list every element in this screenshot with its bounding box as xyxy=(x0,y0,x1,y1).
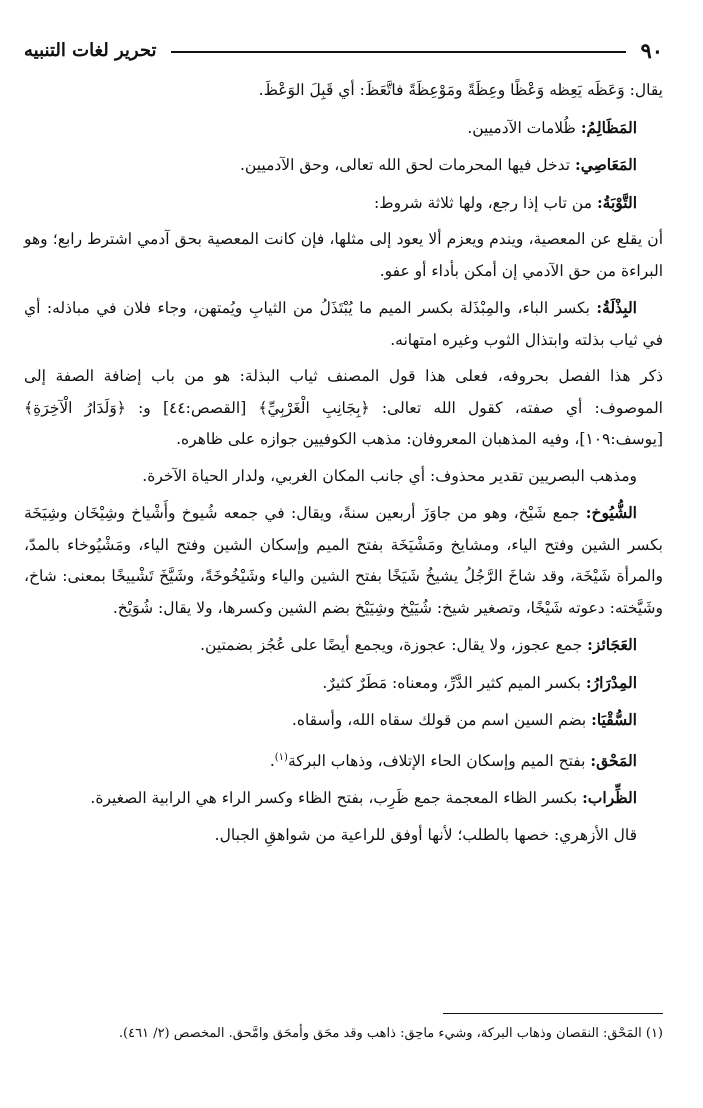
entry-midrar xyxy=(24,667,663,700)
page-number: ٩٠ xyxy=(640,37,663,63)
footnote-reference[interactable]: (١) xyxy=(274,751,288,763)
entry-definition: تدخل فيها المحرمات لحق الله تعالى، وحق الآدميين. xyxy=(239,156,575,174)
entry-term: المَعَاصِي: xyxy=(575,155,637,174)
paragraph-tawba-conditions xyxy=(24,224,663,287)
entry-bidhla xyxy=(24,292,663,356)
entry-definition: من تاب إذا رجع، ولها ثلاثة شروط: xyxy=(374,193,597,212)
entry-ajaiz xyxy=(24,629,663,662)
entry-definition: جمع شَيْخ، وهو من جاوَزَ أربعين سنةً، ويقال: في جمعه شُيوخ وأَشْياخ وشِيْخَان وشِيَخَة بكسر الشين وفتح الياء، ومشايخ ومَشْيَخَة بفتح الميم وإسكان الشين وفتح الياء، ومَشْيُوخاء بالمدّ، والمرأة شَيْخَة، وقد شاخَ الرَّجُلُ يشيخُ شَيَخًا بفتح الشين والياء وشَيْخُوخَةً، وشَيَّخَ تَشْييخًا بمعنى: شاخ، وشَيَّخته: دعوته شَيْخًا، وتصغير شيخ: شُيَيْخ وشِيَيْخ بضم الشين وكسرها، ولا يقال: شُوَيْخ. xyxy=(24,504,663,617)
entry-term: البِذْلَةُ: xyxy=(596,298,637,317)
header-rule xyxy=(171,51,627,53)
entry-term: المَظَالِمُ: xyxy=(580,117,637,137)
entry-definition: ظُلامات الآدميين. xyxy=(467,118,581,137)
paragraph-text: ذكر هذا الفصل بحروفه، فعلى هذا قول المصنف ثياب البذلة: هو من باب إضافة الصفة إلى الموصوف: أي صفته، كقول الله تعالى: ﴿بِجَانِبِ الْغَرْبِيِّ﴾ [القصص:٤٤] و: ﴿وَلَدَارُ الْآخِرَةِ﴾ [يوسف:١٠٩]، وفيه المذهبان المعروفان: مذهب الكوفيين جوازه على ظاهره. xyxy=(24,367,663,448)
entry-definition: بفتح الميم وإسكان الحاء الإتلاف، وذهاب البركة xyxy=(287,751,591,770)
entry-tail: . xyxy=(269,751,275,770)
entry-tawba xyxy=(24,187,663,220)
paragraph-text: قال الأزهري: خصها بالطلب؛ لأنها أوفق للراعية من شواهقِ الجبال. xyxy=(214,825,637,844)
footnote xyxy=(24,1022,663,1046)
entry-definition: بكسر الميم كثير الدَّرِّ، ومعناه: مَطَرٌ كثيرٌ. xyxy=(322,673,586,692)
page-header xyxy=(24,30,663,70)
paragraph-azhari xyxy=(24,820,663,852)
entry-definition: جمع عجوز، ولا يقال: عجوزة، ويجمع أيضًا على عُجُز بضمتين. xyxy=(200,636,588,654)
entry-term: السُّقْيَا: xyxy=(591,710,637,729)
entry-shuyukh xyxy=(24,497,663,624)
entry-zirab xyxy=(24,782,663,815)
paragraph-basriyyin xyxy=(24,461,663,493)
entry-suqya xyxy=(24,704,663,737)
entry-term: الظِّراب: xyxy=(582,788,637,808)
entry-term: المَحْق: xyxy=(590,750,637,770)
entry-madhalim xyxy=(24,112,663,145)
entry-definition: بكسر الظاء المعجمة جمع ظَرِب، بفتح الظاء وكسر الراء هي الرابية الصغيرة. xyxy=(90,789,583,808)
paragraph-wa3z xyxy=(24,75,663,107)
entry-term: التَّوْبَةُ: xyxy=(596,192,637,212)
footnote-text: (١) المَحْق: النقصان وذهاب البركة، وشيء ماحِق: ذاهب وقد محَق وأمحَق وامَّحق. المخصص (٢/ ٤٦١). xyxy=(118,1026,663,1041)
entry-term: الشُّيُوخ: xyxy=(585,503,637,522)
paragraph-text: أن يقلع عن المعصية، ويندم ويعزم ألا يعود إلى مثلها، فإن كانت المعصية بحق آدمي اشترط رابع؛ وهو البراءة من حق الآدمي إن أمكن بأداء أو عفو. xyxy=(24,230,663,280)
main-text xyxy=(24,75,663,856)
entry-mahq xyxy=(24,742,663,778)
footnote-divider xyxy=(443,1013,663,1014)
entry-term: العَجَائز: xyxy=(587,635,637,654)
entry-term: المِدْرَارُ: xyxy=(585,672,637,692)
entry-maasi xyxy=(24,149,663,182)
paragraph-idafa xyxy=(24,361,663,456)
paragraph-text: يقال: وَعَظَه يَعِظه وَعْظًا وعِظَةً ومَوْعِظَةً فاتَّعَظَ: أي قَبِلَ الوَعْظَ. xyxy=(258,81,663,99)
running-title: تحرير لغات التنبيه xyxy=(24,39,157,61)
entry-definition: بكسر الباء، والمِبْذَلة بكسر الميم ما يُبْتَذَلُ من الثيابِ ويُمتهن، وجاء فلان في مباذله: أي في ثياب بذلته وابتذال الثوب وغيره امتهانه. xyxy=(24,299,663,349)
entry-definition: بضم السين اسم من قولك سقاه الله، وأسقاه. xyxy=(291,711,592,729)
paragraph-text: ومذهب البصريين تقدير محذوف: أي جانب المكان الغربي، ولدار الحياة الآخرة. xyxy=(142,466,637,485)
